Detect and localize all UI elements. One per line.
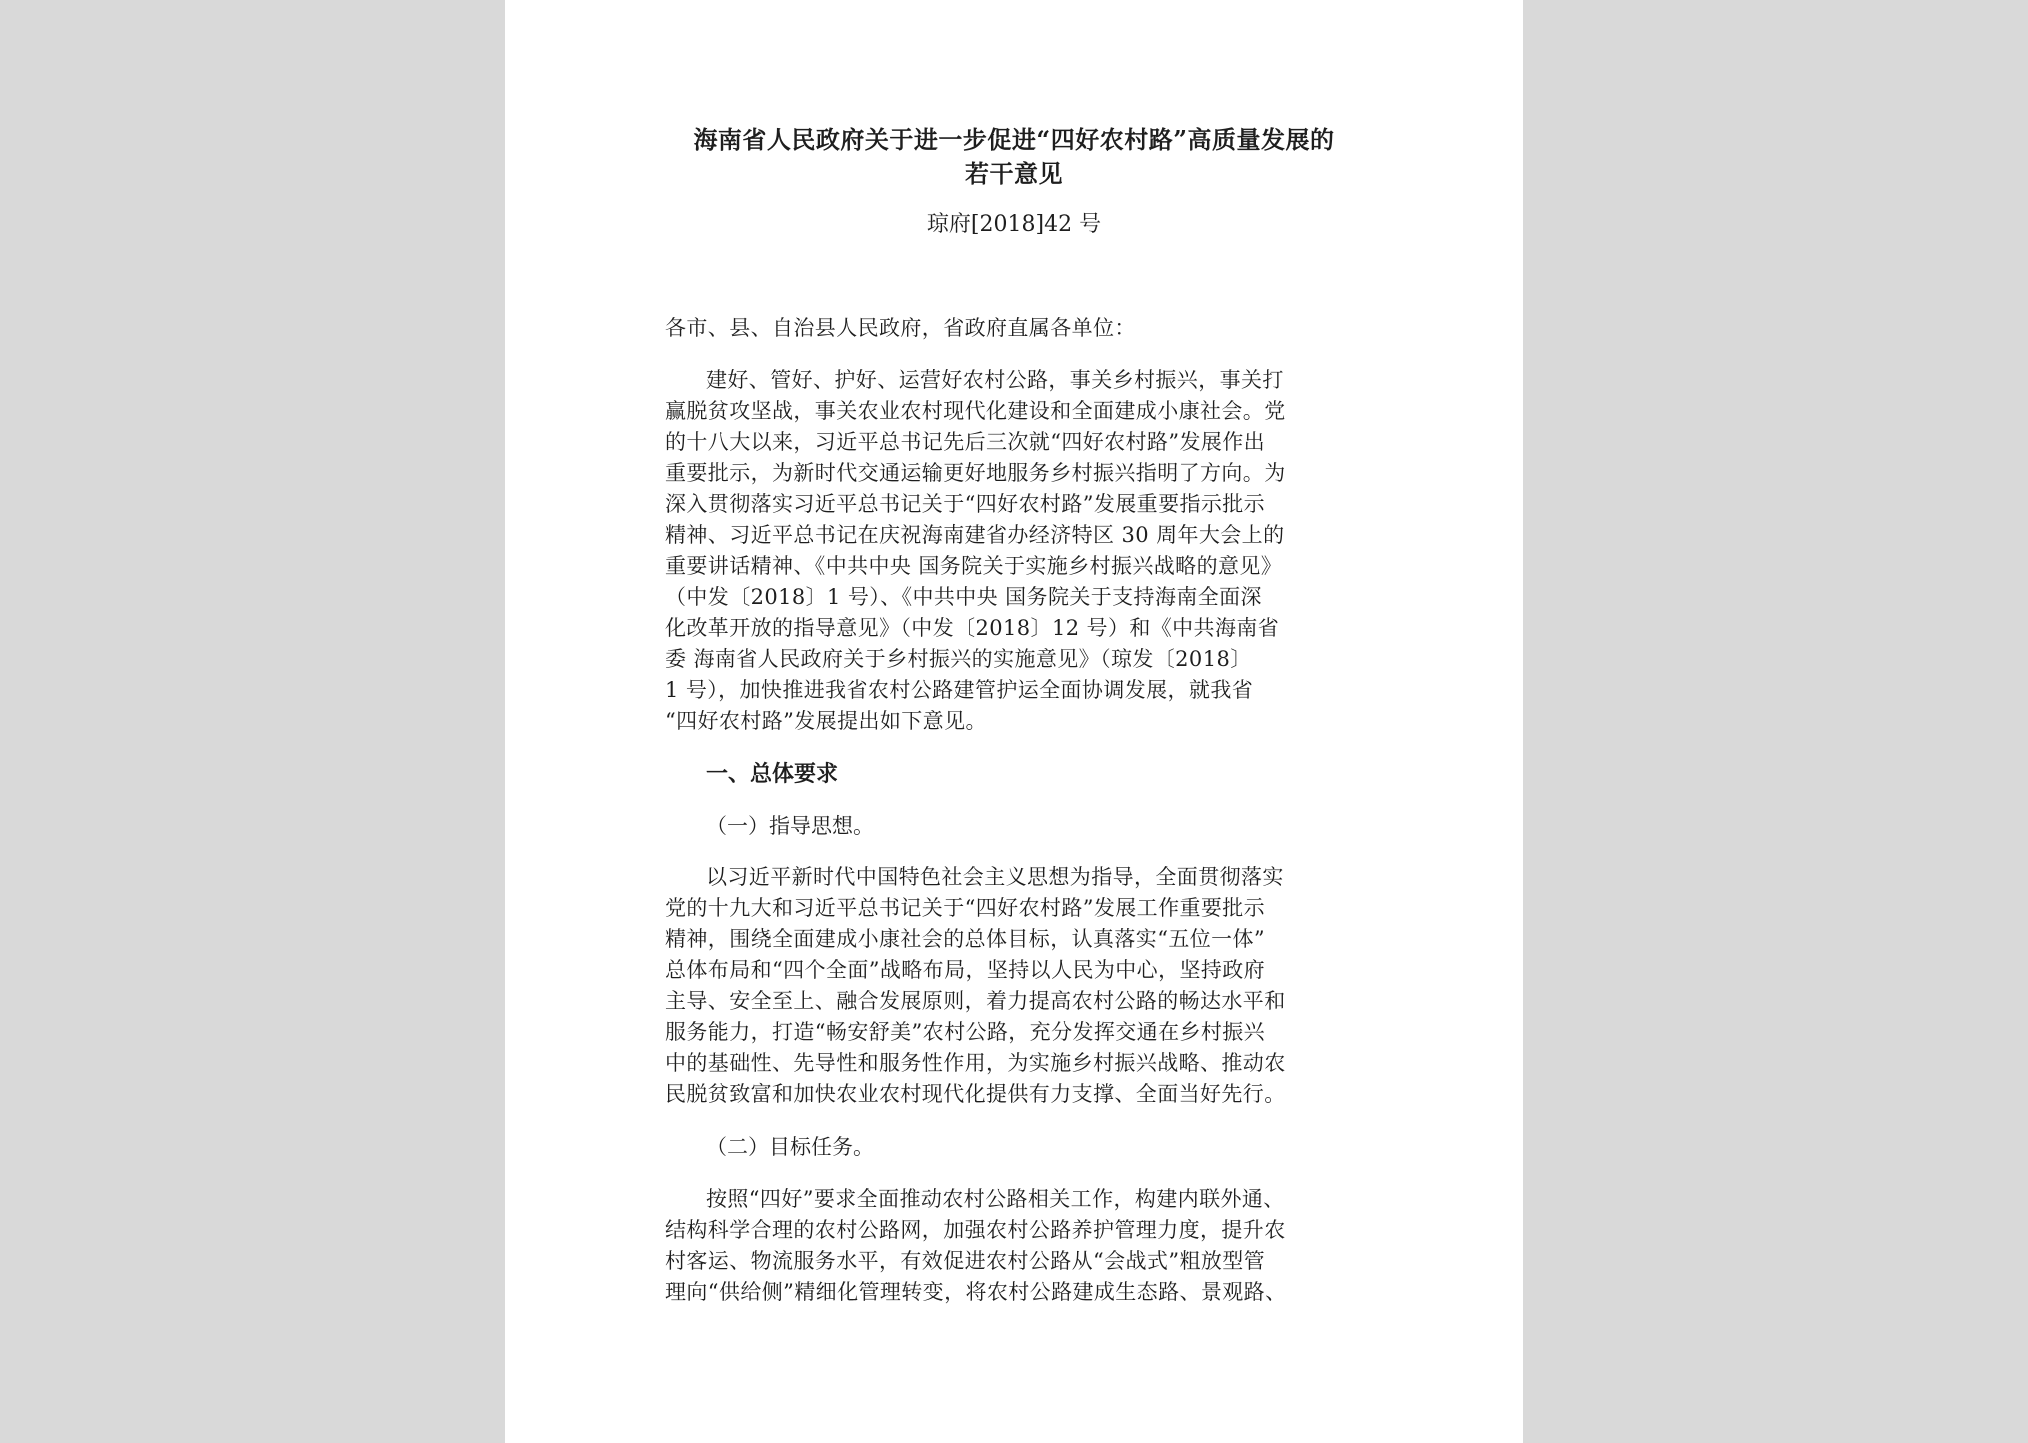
- intro-line: 化改革开放的指导意见》（中发〔2018〕12 号）和《中共海南省: [665, 616, 1280, 640]
- intro-line: 深入贯彻落实习近平总书记关于“四好农村路”发展重要指示批示: [665, 492, 1266, 516]
- paragraph-line: 结构科学合理的农村公路网，加强农村公路养护管理力度，提升农: [665, 1218, 1286, 1242]
- intro-line: 赢脱贫攻坚战，事关农业农村现代化建设和全面建成小康社会。党: [665, 399, 1286, 423]
- document-title-line-2: 若干意见: [965, 159, 1063, 188]
- paragraph-line: 总体布局和“四个全面”战略布局，坚持以人民为中心，坚持政府: [665, 958, 1266, 982]
- paragraph-line: 服务能力，打造“畅安舒美”农村公路，充分发挥交通在乡村振兴: [665, 1020, 1266, 1044]
- section-heading: 一、总体要求: [706, 761, 839, 787]
- paragraph-line: 理向“供给侧”精细化管理转变，将农村公路建成生态路、景观路、: [665, 1280, 1287, 1304]
- paragraph-line: 精神，围绕全面建成小康社会的总体目标，认真落实“五位一体”: [665, 927, 1266, 951]
- intro-line: 委 海南省人民政府关于乡村振兴的实施意见》（琼发〔2018〕: [665, 647, 1252, 671]
- paragraph-line: 民脱贫致富和加快农业农村现代化提供有力支撑、全面当好先行。: [665, 1082, 1286, 1106]
- intro-line: （中发〔2018〕1 号）、《中共中央 国务院关于支持海南全面深: [665, 585, 1262, 609]
- intro-line: 重要讲话精神、《中共中央 国务院关于实施乡村振兴战略的意见》: [665, 554, 1283, 578]
- paragraph-line: 主导、安全至上、融合发展原则，着力提高农村公路的畅达水平和: [665, 989, 1286, 1013]
- paragraph-line: 党的十九大和习近平总书记关于“四好农村路”发展工作重要批示: [665, 896, 1266, 920]
- paragraph-line: 中的基础性、先导性和服务性作用，为实施乡村振兴战略、推动农: [665, 1051, 1286, 1075]
- subsection-heading: （一）指导思想。: [706, 814, 874, 838]
- salutation: 各市、县、自治县人民政府，省政府直属各单位：: [665, 316, 1136, 340]
- subsection-heading: （二）目标任务。: [706, 1135, 874, 1159]
- document-page: [505, 0, 1523, 1443]
- paragraph-line: 村客运、物流服务水平，有效促进农村公路从“会战式”粗放型管: [665, 1249, 1266, 1273]
- paragraph-line: 按照“四好”要求全面推动农村公路相关工作，构建内联外通、: [706, 1187, 1285, 1211]
- intro-line: 建好、管好、护好、运营好农村公路，事关乡村振兴，事关打: [706, 368, 1284, 392]
- intro-line: 精神、习近平总书记在庆祝海南建省办经济特区 30 周年大会上的: [665, 523, 1285, 547]
- intro-line: “四好农村路”发展提出如下意见。: [665, 709, 987, 733]
- document-title-line-1: 海南省人民政府关于进一步促进“四好农村路”高质量发展的: [693, 125, 1335, 154]
- intro-line: 1 号），加快推进我省农村公路建管护运全面协调发展，就我省: [665, 678, 1254, 702]
- intro-line: 的十八大以来，习近平总书记先后三次就“四好农村路”发展作出: [665, 430, 1266, 454]
- document-number: 琼府[2018]42 号: [926, 212, 1102, 237]
- paragraph-line: 以习近平新时代中国特色社会主义思想为指导，全面贯彻落实: [706, 865, 1284, 889]
- intro-line: 重要批示，为新时代交通运输更好地服务乡村振兴指明了方向。为: [665, 461, 1286, 485]
